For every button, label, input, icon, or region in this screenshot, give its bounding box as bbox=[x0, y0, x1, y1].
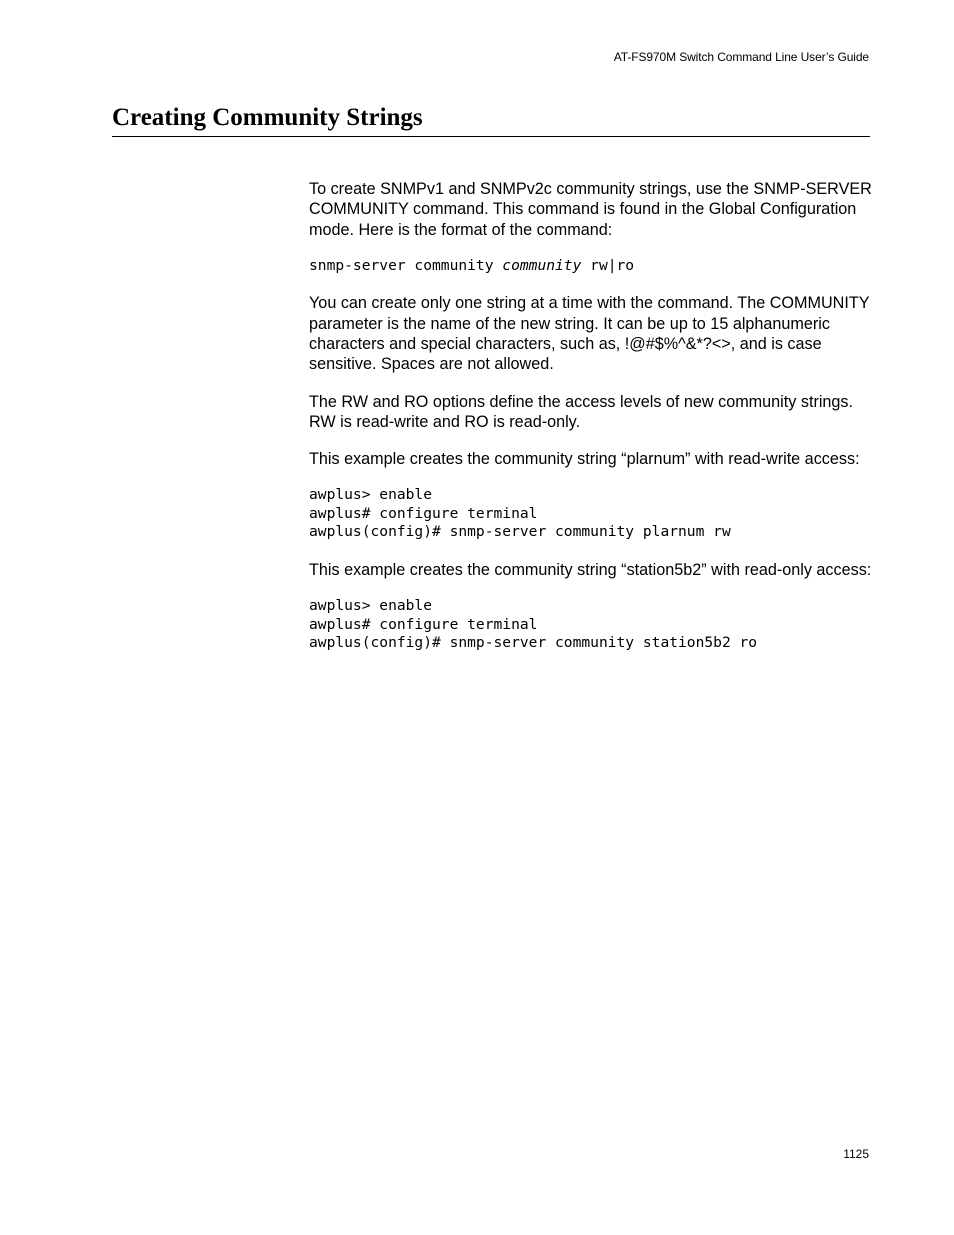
example2-code bbox=[309, 597, 874, 653]
code-line: awplus(config)# snmp-server community plarnum rw bbox=[309, 523, 731, 541]
page-number: 1125 bbox=[843, 1147, 869, 1161]
access-description: The RW and RO options define the access levels of new community strings. RW is read-write and RO is read-only. bbox=[309, 392, 854, 431]
code-line: awplus> enable bbox=[309, 597, 433, 615]
example2-intro: This example creates the community string “station5b2” with read-only access: bbox=[309, 560, 872, 579]
section-body bbox=[309, 179, 874, 671]
intro-paragraph: To create SNMPv1 and SNMPv2c community strings, use the SNMP-SERVER COMMUNITY command. This command is found in the Global Configuration mode. Here is the format of the command: bbox=[309, 180, 872, 239]
syntax-parameter: community bbox=[502, 256, 582, 274]
command-syntax bbox=[309, 257, 874, 276]
community-description: You can create only one string at a time with the command. The COMMUNITY parameter is the name of the new string. It can be up to 15 alphanumeric characters and special characters, such as, !@#$%^&*?<>, and is case sensitive. Spaces are not allowed. bbox=[309, 294, 870, 374]
example1-code bbox=[309, 486, 874, 542]
syntax-options: rw|ro bbox=[581, 256, 635, 274]
code-line: awplus(config)# snmp-server community station5b2 ro bbox=[309, 634, 758, 652]
running-header: AT-FS970M Switch Command Line User’s Guide bbox=[613, 50, 869, 64]
code-line: awplus# configure terminal bbox=[309, 615, 538, 633]
section-title: Creating Community Strings bbox=[112, 104, 870, 137]
syntax-command: snmp-server community bbox=[309, 256, 503, 274]
example1-intro: This example creates the community string “plarnum” with read-write access: bbox=[309, 450, 860, 469]
code-line: awplus# configure terminal bbox=[309, 504, 538, 522]
code-line: awplus> enable bbox=[309, 486, 433, 504]
